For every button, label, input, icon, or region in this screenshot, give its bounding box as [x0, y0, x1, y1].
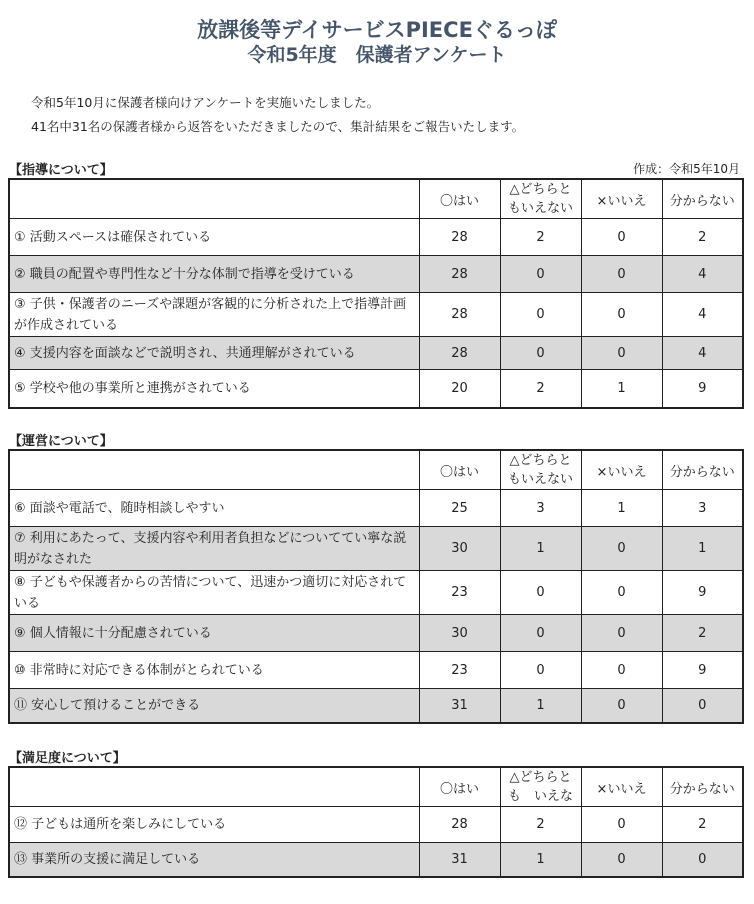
value-yes: 28: [419, 256, 500, 293]
value-unknown: 4: [662, 337, 743, 370]
value-unknown: 3: [662, 490, 743, 527]
value-neither: 2: [500, 370, 581, 408]
question-text: ⑥ 面談や電話で、随時相談しやすい: [9, 490, 419, 527]
value-unknown: 4: [662, 293, 743, 337]
created-date: 作成：令和5年10月: [633, 162, 740, 176]
value-unknown: 2: [662, 615, 743, 652]
header-unknown: 分からない: [662, 179, 743, 219]
question-text: ⑨ 個人情報に十分配慮されている: [9, 615, 419, 652]
table-row: [9, 615, 743, 652]
table-row: [9, 337, 743, 370]
value-neither: 0: [500, 652, 581, 689]
table-row: [9, 571, 743, 615]
value-unknown: 9: [662, 652, 743, 689]
question-text: ④ 支援内容を面談などで説明され、共通理解がされている: [9, 337, 419, 370]
value-no: 1: [581, 370, 662, 408]
guidance-table: [8, 178, 744, 409]
value-no: 0: [581, 219, 662, 256]
value-unknown: 0: [662, 689, 743, 723]
value-neither: 2: [500, 219, 581, 256]
value-unknown: 2: [662, 219, 743, 256]
table-header-row: [9, 767, 743, 807]
intro-line-1: 令和5年10月に保護者様向けアンケートを実施いたしました。: [31, 95, 380, 110]
header-blank: [9, 767, 419, 807]
value-yes: 30: [419, 615, 500, 652]
value-yes: 25: [419, 490, 500, 527]
value-yes: 23: [419, 571, 500, 615]
value-no: 0: [581, 615, 662, 652]
question-text: ⑤ 学校や他の事業所と連携がされている: [9, 370, 419, 408]
table-row: [9, 652, 743, 689]
header-unknown: 分からない: [662, 767, 743, 807]
header-yes: 〇はい: [419, 450, 500, 490]
value-no: 0: [581, 293, 662, 337]
value-yes: 28: [419, 219, 500, 256]
value-no: 0: [581, 843, 662, 877]
value-neither: 0: [500, 293, 581, 337]
question-text: ③ 子供・保護者のニーズや課題が客観的に分析された上で指導計画が作成されている: [9, 293, 419, 337]
value-no: 1: [581, 490, 662, 527]
value-neither: 0: [500, 256, 581, 293]
page-title: 放課後等デイサービスPIECEぐるっぽ: [197, 18, 557, 42]
value-unknown: 2: [662, 807, 743, 843]
value-neither: 1: [500, 689, 581, 723]
section-label-satisfaction: 【満足度について】: [9, 751, 126, 766]
question-text: ⑫ 子どもは通所を楽しみにしている: [9, 807, 419, 843]
value-yes: 30: [419, 527, 500, 571]
header-neither: △どちらともいえない: [500, 450, 581, 490]
table-row: [9, 807, 743, 843]
table-row: [9, 293, 743, 337]
value-no: 0: [581, 689, 662, 723]
header-neither: △どちらともいえない: [500, 179, 581, 219]
value-neither: 0: [500, 337, 581, 370]
header-no: ×いいえ: [581, 767, 662, 807]
value-no: 0: [581, 807, 662, 843]
operation-table: [8, 449, 744, 724]
value-yes: 31: [419, 689, 500, 723]
table-row: [9, 843, 743, 877]
table-row: [9, 689, 743, 723]
value-yes: 20: [419, 370, 500, 408]
table-header-row: [9, 179, 743, 219]
table-row: [9, 256, 743, 293]
value-no: 0: [581, 256, 662, 293]
value-unknown: 1: [662, 527, 743, 571]
header-no: ×いいえ: [581, 450, 662, 490]
value-unknown: 0: [662, 843, 743, 877]
value-no: 0: [581, 571, 662, 615]
value-unknown: 9: [662, 370, 743, 408]
header-blank: [9, 450, 419, 490]
question-text: ⑧ 子どもや保護者からの苦情について、迅速かつ適切に対応されている: [9, 571, 419, 615]
header-neither: △どちらとも いえな: [500, 767, 581, 807]
value-unknown: 4: [662, 256, 743, 293]
question-text: ② 職員の配置や専門性など十分な体制で指導を受けている: [9, 256, 419, 293]
value-neither: 1: [500, 843, 581, 877]
header-no: ×いいえ: [581, 179, 662, 219]
header-blank: [9, 179, 419, 219]
value-yes: 28: [419, 337, 500, 370]
section-label-guidance: 【指導について】: [9, 163, 113, 178]
value-neither: 0: [500, 571, 581, 615]
question-text: ⑬ 事業所の支援に満足している: [9, 843, 419, 877]
page-subtitle: 令和5年度 保護者アンケート: [247, 44, 507, 66]
question-text: ⑪ 安心して預けることができる: [9, 689, 419, 723]
value-no: 0: [581, 527, 662, 571]
value-yes: 31: [419, 843, 500, 877]
header-unknown: 分からない: [662, 450, 743, 490]
value-neither: 0: [500, 615, 581, 652]
value-no: 0: [581, 652, 662, 689]
table-row: [9, 219, 743, 256]
value-yes: 23: [419, 652, 500, 689]
value-neither: 2: [500, 807, 581, 843]
table-row: [9, 370, 743, 408]
value-neither: 3: [500, 490, 581, 527]
value-yes: 28: [419, 807, 500, 843]
table-row: [9, 527, 743, 571]
header-yes: 〇はい: [419, 179, 500, 219]
value-no: 0: [581, 337, 662, 370]
value-unknown: 9: [662, 571, 743, 615]
value-yes: 28: [419, 293, 500, 337]
value-neither: 1: [500, 527, 581, 571]
table-header-row: [9, 450, 743, 490]
question-text: ⑩ 非常時に対応できる体制がとられている: [9, 652, 419, 689]
section-label-operation: 【運営について】: [9, 434, 113, 449]
satisfaction-table: [8, 766, 744, 878]
table-row: [9, 490, 743, 527]
question-text: ⑦ 利用にあたって、支援内容や利用者負担などについててい寧な説明がなされた: [9, 527, 419, 571]
intro-line-2: 41名中31名の保護者様から返答をいただきましたので、集計結果をご報告いたします。: [31, 119, 525, 134]
header-yes: 〇はい: [419, 767, 500, 807]
question-text: ① 活動スペースは確保されている: [9, 219, 419, 256]
